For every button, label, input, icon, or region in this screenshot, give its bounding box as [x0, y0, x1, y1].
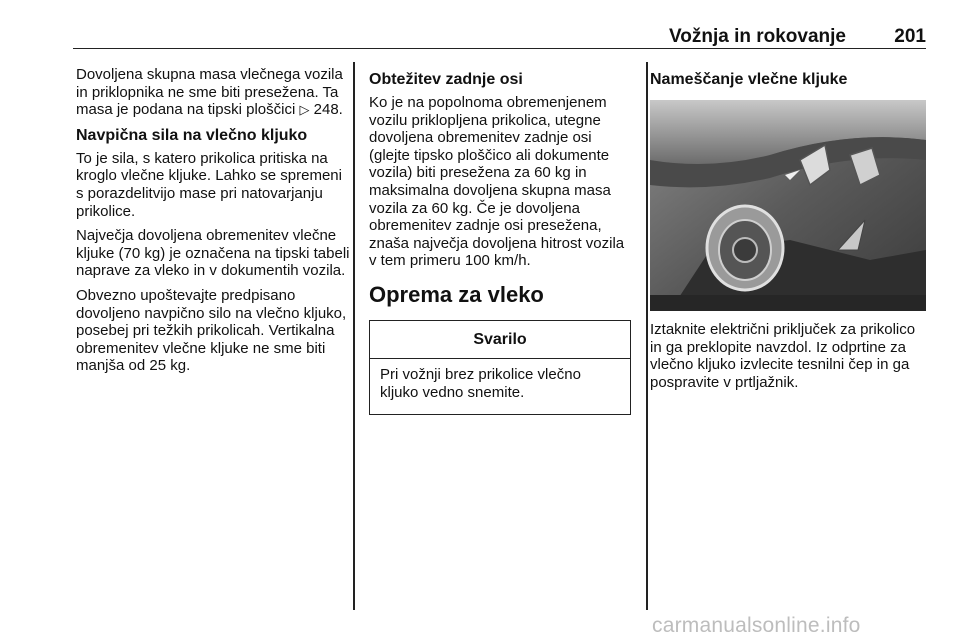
warning-box	[369, 320, 631, 415]
heading-rear-axle: Obtežitev zadnje osi	[369, 71, 523, 88]
triangle-right-icon: ▷	[299, 102, 310, 118]
warning-title: Svarilo	[370, 321, 630, 359]
page-header	[73, 28, 926, 49]
paragraph-mass-text: Dovoljena skupna masa vlečnega vozila in priklopnika ne sme biti presežena. Ta masa je podana na tipski ploščici	[76, 66, 343, 119]
column-middle	[369, 66, 631, 415]
paragraph-observe-load: Obvezno upoštevajte predpisano dovoljeno navpično silo na vlečno kljuko, posebej pri težkih prikolicah. Vertikalna obremenitev vlečne kljuke ne sme biti manjša od 25 kg.	[76, 286, 347, 375]
column-divider-left	[353, 62, 355, 610]
header-title: Vožnja in rokovanje	[668, 26, 846, 47]
paragraph-force-definition: To je sila, s katero prikolica pritiska na kroglo vlečne kljuke. Lahko se spremeni s porazdelitvijo mase pri natovarjanju prikolice.	[76, 149, 342, 220]
page-number: 201	[894, 26, 926, 47]
paragraph-rear-axle: Ko je na popolnoma obremenjenem vozilu priklopljena prikolica, utegne dovoljena obremenitev zadnje osi (glejte tipsko ploščico ali dokumente vozila) biti presežena za 60 kg in maksimalna dovoljena skupna masa vozila za 60 kg. Če je dovoljena obremenitev zadnje osi presežena, znaša največja dovoljena hitrost vozila v tem primeru 100 km/h.	[369, 94, 625, 270]
column-divider-right	[646, 62, 648, 610]
paragraph-max-load: Največja dovoljena obremenitev vlečne kljuke (70 kg) je označena na tipski tabeli naprave za vleko in v dokumentih vozila.	[76, 227, 350, 280]
tow-hook-illustration	[650, 100, 926, 311]
warning-text: Pri vožnji brez prikolice vlečno kljuko vedno snemite.	[380, 365, 581, 401]
watermark: carmanualsonline.info	[652, 614, 861, 637]
tow-hook-photo	[650, 100, 926, 311]
heading-towing-equipment: Oprema za vleko	[369, 281, 544, 307]
heading-vertical-force: Navpična sila na vlečno kljuko	[76, 126, 308, 144]
column-left	[76, 66, 351, 382]
heading-tow-hook-install: Nameščanje vlečne kljuke	[650, 71, 848, 88]
column-right	[650, 66, 926, 398]
paragraph-mass	[76, 66, 351, 119]
page-reference[interactable]: 248.	[313, 101, 343, 119]
paragraph-install-steps: Iztaknite električni priključek za prikolico in ga preklopite navzdol. Iz odprtine za vlečno kljuko izvlecite tesnilni čep in ga pospravite v prtljažnik.	[650, 321, 916, 391]
